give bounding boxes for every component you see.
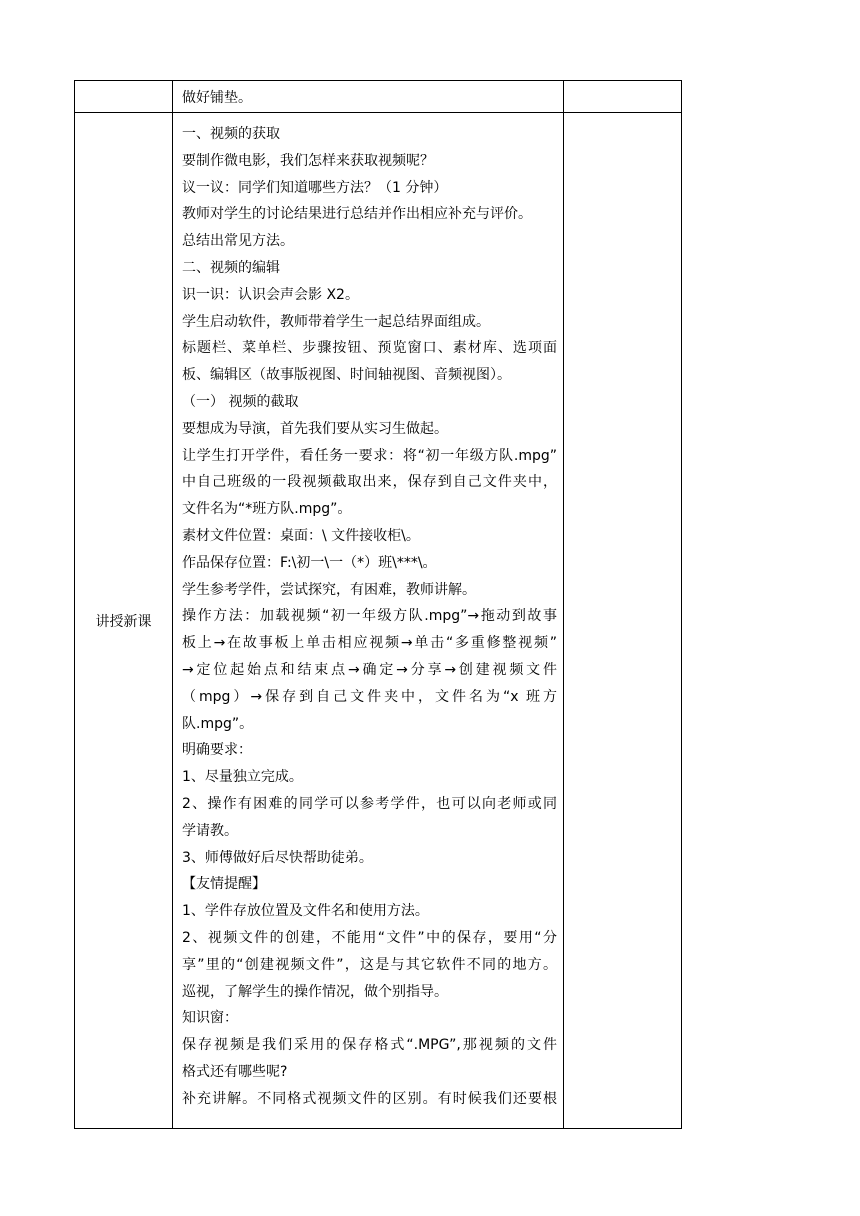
content-line: 3、师傅做好后尽快帮助徒弟。 (182, 849, 373, 866)
content-line: 队.mpg”。 (182, 715, 254, 732)
content-line: 2、操作有困难的同学可以参考学件，也可以向老师或同 (182, 795, 557, 812)
content-line: 中自己班级的一段视频截取出来，保存到自己文件夹中， (182, 474, 557, 491)
notes-cell (564, 81, 682, 113)
content-line: 识一识：认识会声会影 X2。 (182, 286, 359, 303)
content-line: 享”里的“创建视频文件”，这是与其它软件不同的地方。 (182, 956, 557, 973)
content-cell (173, 113, 564, 1129)
content-line: 让学生打开学件，看任务一要求：将“初一年级方队.mpg” (182, 447, 557, 464)
content-lines (173, 113, 563, 1112)
row-label-cell (75, 81, 173, 113)
content-line: 【友情提醒】 (182, 876, 266, 893)
content-line: 要制作微电影，我们怎样来获取视频呢？ (182, 152, 434, 169)
content-line: 议一议：同学们知道哪些方法？（1 分钟） (182, 179, 448, 196)
content-text: 做好铺垫。 (182, 90, 252, 106)
content-line: 巡视，了解学生的操作情况，做个别指导。 (182, 983, 448, 1000)
notes-cell (564, 113, 682, 1129)
content-line: 学请教。 (182, 822, 238, 839)
content-line: 板、编辑区（故事版视图、时间轴视图、音频视图）。 (182, 367, 511, 384)
content-line: 要想成为导演，首先我们要从实习生做起。 (182, 420, 448, 437)
content-line: 总结出常见方法。 (182, 233, 294, 250)
content-line: 学生启动软件，教师带着学生一起总结界面组成。 (182, 313, 490, 330)
content-line: →定位起始点和结束点→确定→分享→创建视频文件 (182, 661, 557, 678)
content-cell (173, 81, 564, 113)
table-row (75, 81, 682, 113)
table-row (75, 113, 682, 1129)
content-line: （一） 视频的截取 (182, 393, 299, 410)
lesson-plan-table (74, 80, 682, 1129)
content-line: （mpg）→保存到自己文件夹中，文件名为“x 班方 (182, 688, 557, 705)
content-line: 补充讲解。不同格式视频文件的区别。有时候我们还要根 (182, 1090, 557, 1107)
section-label: 讲授新课 (95, 613, 152, 630)
content-line: 文件名为“*班方队.mpg”。 (182, 501, 352, 518)
content-line: 教师对学生的讨论结果进行总结并作出相应补充与评价。 (182, 206, 532, 223)
row-label-cell (75, 113, 173, 1129)
content-line: 1、学件存放位置及文件名和使用方法。 (182, 903, 429, 920)
content-line: 板上→在故事板上单击相应视频→单击“多重修整视频” (182, 635, 557, 652)
content-line: 2、视频文件的创建，不能用“文件”中的保存，要用“分 (182, 929, 557, 946)
content-line: 二、视频的编辑 (182, 259, 280, 276)
content-line: 一、视频的获取 (182, 126, 280, 142)
content-line: 明确要求： (182, 742, 252, 759)
content-line: 作品保存位置：F:\初一\一（*）班\***\。 (182, 554, 437, 571)
content-line: 素材文件位置：桌面：\ 文件接收柜\。 (182, 527, 420, 544)
content-line: 标题栏、菜单栏、步骤按钮、预览窗口、素材库、选项面 (182, 340, 557, 357)
content-line: 知识窗： (182, 1010, 238, 1027)
content-line: 1、尽量独立完成。 (182, 769, 303, 786)
content-line: 保存视频是我们采用的保存格式“.MPG”,那视频的文件 (182, 1037, 557, 1054)
content-line: 学生参考学件，尝试探究，有困难，教师讲解。 (182, 581, 476, 598)
content-line: 格式还有哪些呢? (182, 1063, 288, 1080)
content-line: 操作方法：加载视频“初一年级方队.mpg”→拖动到故事 (182, 608, 557, 625)
